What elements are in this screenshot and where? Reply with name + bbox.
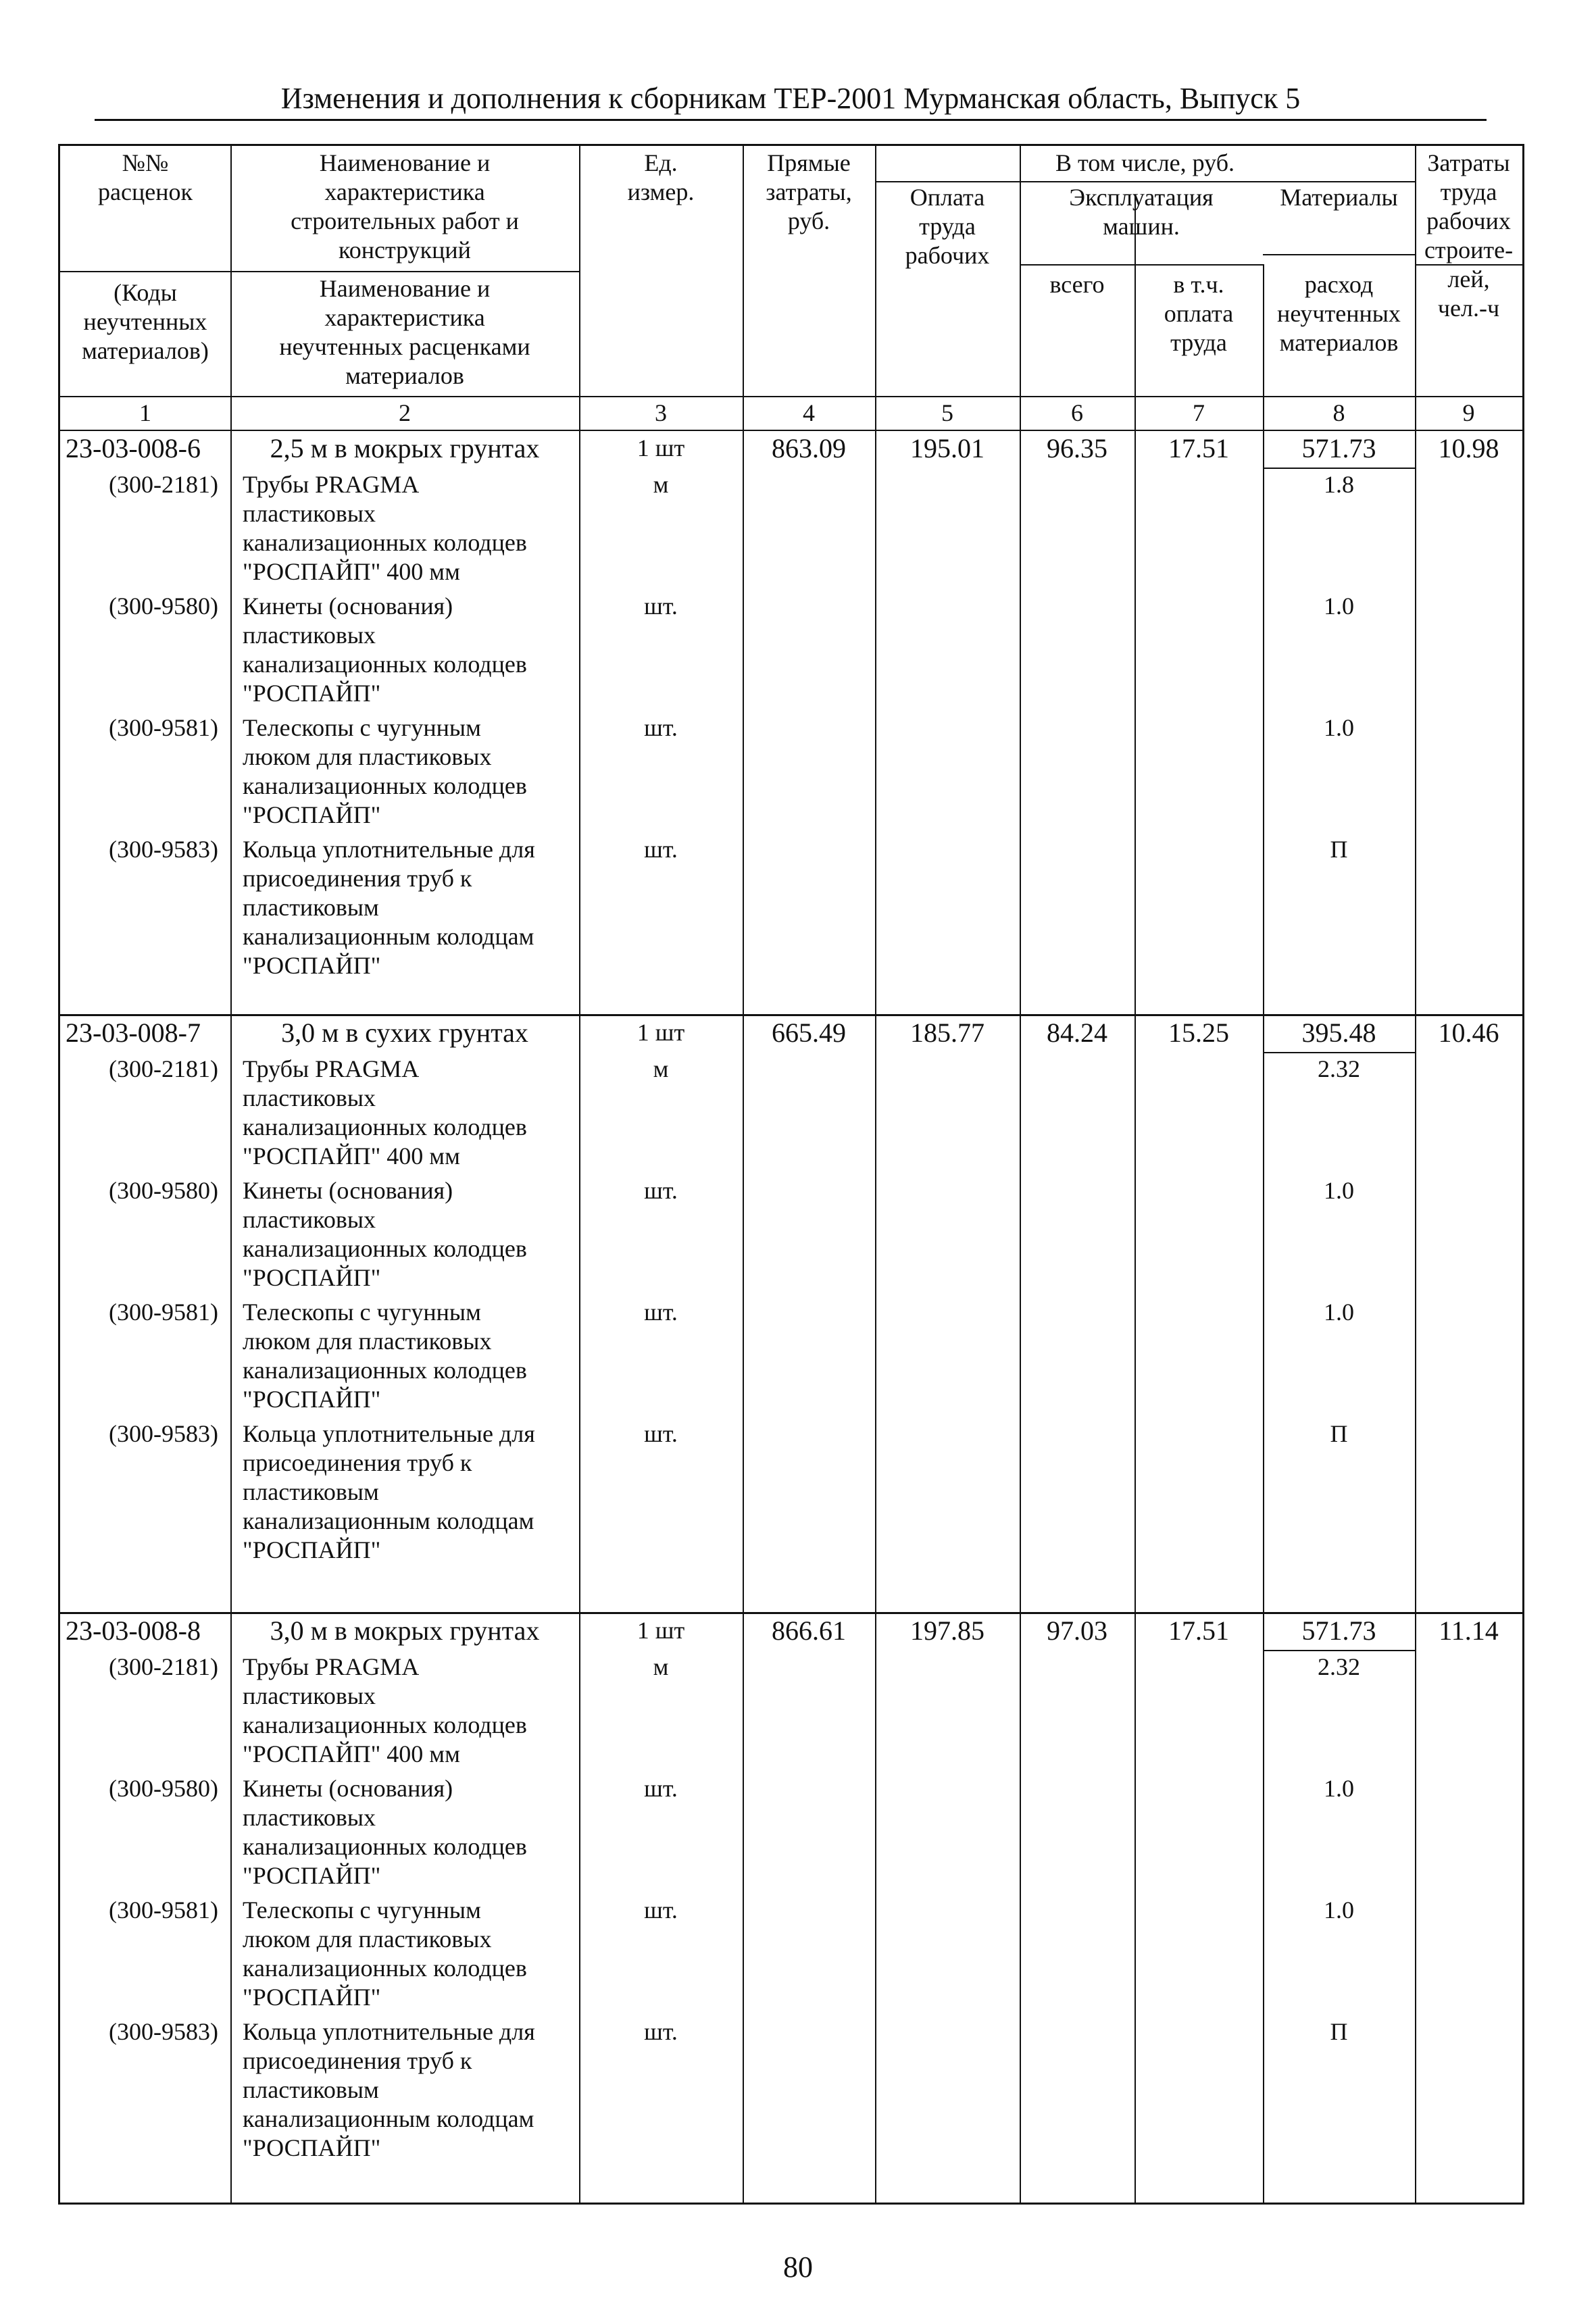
header-labor-hours: Затраты: [1427, 149, 1510, 176]
header-material-usage: расход: [1304, 271, 1374, 298]
header-labor-pay: Оплата: [909, 184, 985, 211]
header-rule: [875, 181, 1415, 182]
material-quantity: П: [1330, 1420, 1348, 1447]
material-unit: м: [653, 471, 669, 498]
material-name: пластиковых: [243, 1206, 376, 1233]
header-machines-labor: труда: [1170, 329, 1227, 356]
material-name: Трубы PRAGMA: [243, 1653, 420, 1680]
material-unit: шт.: [644, 1896, 678, 1923]
header-material-usage: неучтенных: [1277, 300, 1401, 327]
material-unit: шт.: [644, 714, 678, 741]
material-code: (300-9580): [109, 1775, 218, 1802]
material-name: канализационных колодцев: [243, 1711, 527, 1738]
machine-labor-cost: 17.51: [1168, 1615, 1229, 1646]
material-name: Трубы PRAGMA: [243, 471, 420, 498]
material-name: пластиковых: [243, 1682, 376, 1709]
rates-table: [58, 144, 1524, 2205]
material-name: Кинеты (основания): [243, 1177, 453, 1204]
material-quantity: 2.32: [1318, 1653, 1360, 1680]
material-name: пластиковых: [243, 1804, 376, 1831]
material-name: пластиковых: [243, 500, 376, 527]
material-name: пластиковым: [243, 2076, 379, 2103]
header-material-name: неучтенных расценками: [279, 333, 530, 360]
rate-code: 23-03-008-8: [66, 1615, 201, 1646]
column-number: 9: [1462, 399, 1475, 426]
material-name: Кольца уплотнительные для: [243, 1420, 535, 1447]
material-unit: шт.: [644, 593, 678, 620]
header-material-code: неучтенных: [83, 308, 207, 335]
materials-underline: [1263, 468, 1415, 469]
material-unit: шт.: [644, 1420, 678, 1447]
rate-name: 2,5 м в мокрых грунтах: [270, 433, 540, 463]
header-work-name: Наименование и: [319, 149, 491, 176]
material-name: "РОСПАЙП" 400 мм: [243, 1740, 460, 1767]
material-name: люком для пластиковых: [243, 1328, 492, 1355]
header-material-code: материалов): [82, 337, 209, 364]
machine-labor-cost: 15.25: [1168, 1017, 1229, 1048]
material-name: "РОСПАЙП": [243, 680, 381, 707]
material-name: пластиковых: [243, 1084, 376, 1111]
material-name: пластиковым: [243, 894, 379, 921]
material-code: (300-9583): [109, 1420, 218, 1447]
header-labor-hours: труда: [1440, 178, 1497, 205]
material-quantity: 1.0: [1324, 714, 1354, 741]
materials-underline: [1263, 1052, 1415, 1053]
header-labor-pay: рабочих: [905, 242, 990, 269]
material-code: (300-9581): [109, 1299, 218, 1326]
column-number-rule: [60, 430, 1522, 431]
material-code: (300-9580): [109, 593, 218, 620]
material-name: Кинеты (основания): [243, 593, 453, 620]
header-including: В том числе, руб.: [1055, 149, 1235, 176]
header-direct-cost: руб.: [787, 207, 830, 234]
column-number: 8: [1332, 399, 1345, 426]
material-name: канализационных колодцев: [243, 1113, 527, 1140]
material-name: Телескопы с чугунным: [243, 1299, 481, 1326]
material-quantity: 1.0: [1324, 1299, 1354, 1326]
material-name: канализационных колодцев: [243, 772, 527, 799]
materials-cost: 571.73: [1301, 1615, 1376, 1646]
machine-cost: 96.35: [1047, 433, 1107, 463]
labor-cost: 185.77: [910, 1017, 984, 1048]
material-unit: шт.: [644, 836, 678, 863]
direct-cost: 665.49: [772, 1017, 846, 1048]
material-name: Телескопы с чугунным: [243, 1896, 481, 1923]
header-work-name: характеристика: [324, 178, 485, 205]
material-name: "РОСПАЙП": [243, 1984, 381, 2011]
page-header: Изменения и дополнения к сборникам ТЕР-2001 Мурманская область, Выпуск 5: [280, 82, 1301, 115]
header-materials: Материалы: [1280, 184, 1398, 211]
header-rule: [1020, 264, 1263, 266]
material-name: канализационным колодцам: [243, 923, 534, 950]
material-name: канализационных колодцев: [243, 1955, 527, 1982]
header-unit: Ед.: [644, 149, 678, 176]
material-name: Кольца уплотнительные для: [243, 836, 535, 863]
group-rule: [60, 1612, 1522, 1614]
material-quantity: П: [1330, 836, 1348, 863]
material-name: "РОСПАЙП": [243, 952, 381, 979]
labor-hours: 10.98: [1438, 433, 1499, 463]
column-number: 2: [399, 399, 411, 426]
header-rate-number: расценок: [98, 178, 193, 205]
material-name: люком для пластиковых: [243, 1926, 492, 1953]
header-material-name: Наименование и: [319, 275, 491, 302]
material-name: "РОСПАЙП": [243, 1264, 381, 1291]
rate-code: 23-03-008-6: [66, 433, 201, 463]
material-name: "РОСПАЙП": [243, 2134, 381, 2161]
header-work-name: строительных работ и: [291, 207, 519, 234]
labor-hours: 11.14: [1439, 1615, 1499, 1646]
rate-unit: 1 шт: [637, 434, 685, 461]
header-labor-hours: лей,: [1447, 266, 1490, 293]
material-quantity: 1.0: [1324, 1177, 1354, 1204]
page-number: 80: [783, 2250, 813, 2284]
material-name: присоединения труб к: [243, 2047, 472, 2074]
group-rule: [60, 1014, 1522, 1016]
material-code: (300-9581): [109, 1896, 218, 1923]
material-name: Телескопы с чугунным: [243, 714, 481, 741]
material-name: люком для пластиковых: [243, 743, 492, 770]
material-unit: шт.: [644, 1775, 678, 1802]
header-machines: машин.: [1103, 213, 1180, 240]
material-name: канализационных колодцев: [243, 1833, 527, 1860]
header-rule: [60, 271, 579, 272]
header-material-code: (Коды: [114, 279, 177, 306]
material-quantity: 1.8: [1324, 471, 1354, 498]
material-quantity: 2.32: [1318, 1055, 1360, 1082]
material-code: (300-9583): [109, 2018, 218, 2045]
material-code: (300-2181): [109, 1055, 218, 1082]
labor-cost: 197.85: [910, 1615, 984, 1646]
material-name: "РОСПАЙП": [243, 1862, 381, 1889]
direct-cost: 866.61: [772, 1615, 846, 1646]
material-name: присоединения труб к: [243, 865, 472, 892]
column-number: 3: [655, 399, 667, 426]
material-name: "РОСПАЙП" 400 мм: [243, 558, 460, 585]
header-rule: [95, 119, 1487, 121]
rate-unit: 1 шт: [637, 1019, 685, 1046]
material-name: "РОСПАЙП": [243, 801, 381, 828]
material-unit: шт.: [644, 2018, 678, 2045]
header-rule: [60, 396, 1522, 397]
material-name: Трубы PRAGMA: [243, 1055, 420, 1082]
header-work-name: конструкций: [339, 236, 471, 263]
rate-name: 3,0 м в сухих грунтах: [281, 1017, 528, 1048]
column-number: 7: [1193, 399, 1205, 426]
machine-cost: 84.24: [1047, 1017, 1107, 1048]
material-name: присоединения труб к: [243, 1449, 472, 1476]
header-material-usage: материалов: [1279, 329, 1399, 356]
rate-code: 23-03-008-7: [66, 1017, 201, 1048]
material-quantity: 1.0: [1324, 593, 1354, 620]
rate-name: 3,0 м в мокрых грунтах: [270, 1615, 540, 1646]
header-machines-total: всего: [1049, 271, 1105, 298]
labor-hours: 10.46: [1438, 1017, 1499, 1048]
material-name: канализационных колодцев: [243, 1235, 527, 1262]
header-rate-number: №№: [122, 149, 169, 176]
material-name: Кольца уплотнительные для: [243, 2018, 535, 2045]
materials-underline: [1263, 1650, 1415, 1651]
header-machines-labor: в т.ч.: [1173, 271, 1224, 298]
material-code: (300-2181): [109, 471, 218, 498]
material-name: канализационных колодцев: [243, 529, 527, 556]
header-machines: Эксплуатация: [1069, 184, 1214, 211]
material-name: Кинеты (основания): [243, 1775, 453, 1802]
rate-unit: 1 шт: [637, 1617, 685, 1644]
material-quantity: П: [1330, 2018, 1348, 2045]
material-name: "РОСПАЙП": [243, 1386, 381, 1413]
header-machines-labor: оплата: [1164, 300, 1234, 327]
header-material-name: материалов: [345, 362, 464, 389]
column-number: 5: [941, 399, 953, 426]
machine-labor-cost: 17.51: [1168, 433, 1229, 463]
header-labor-hours: рабочих: [1426, 207, 1511, 234]
column-number: 4: [803, 399, 815, 426]
material-name: "РОСПАЙП" 400 мм: [243, 1142, 460, 1169]
labor-cost: 195.01: [910, 433, 984, 463]
materials-cost: 395.48: [1301, 1017, 1376, 1048]
header-unit: измер.: [627, 178, 695, 205]
material-code: (300-9581): [109, 714, 218, 741]
column-rule: [1134, 396, 1136, 2203]
column-number: 6: [1071, 399, 1083, 426]
material-name: пластиковых: [243, 622, 376, 649]
material-unit: шт.: [644, 1177, 678, 1204]
header-direct-cost: Прямые: [767, 149, 851, 176]
material-code: (300-2181): [109, 1653, 218, 1680]
header-direct-cost: затраты,: [766, 178, 852, 205]
material-unit: м: [653, 1055, 669, 1082]
direct-cost: 863.09: [772, 433, 846, 463]
machine-cost: 97.03: [1047, 1615, 1107, 1646]
material-unit: шт.: [644, 1299, 678, 1326]
material-name: канализационным колодцам: [243, 2105, 534, 2132]
material-quantity: 1.0: [1324, 1896, 1354, 1923]
header-labor-hours: чел.-ч: [1437, 295, 1500, 322]
material-unit: м: [653, 1653, 669, 1680]
header-labor-pay: труда: [919, 213, 976, 240]
material-code: (300-9580): [109, 1177, 218, 1204]
header-labor-hours: строите-: [1424, 236, 1514, 263]
material-name: канализационных колодцев: [243, 1357, 527, 1384]
materials-cost: 571.73: [1301, 433, 1376, 463]
material-name: "РОСПАЙП": [243, 1536, 381, 1563]
header-rule: [1263, 254, 1415, 255]
material-name: канализационных колодцев: [243, 651, 527, 678]
material-name: пластиковым: [243, 1478, 379, 1505]
material-quantity: 1.0: [1324, 1775, 1354, 1802]
material-code: (300-9583): [109, 836, 218, 863]
material-name: канализационным колодцам: [243, 1507, 534, 1534]
header-material-name: характеристика: [324, 304, 485, 331]
column-number: 1: [139, 399, 151, 426]
